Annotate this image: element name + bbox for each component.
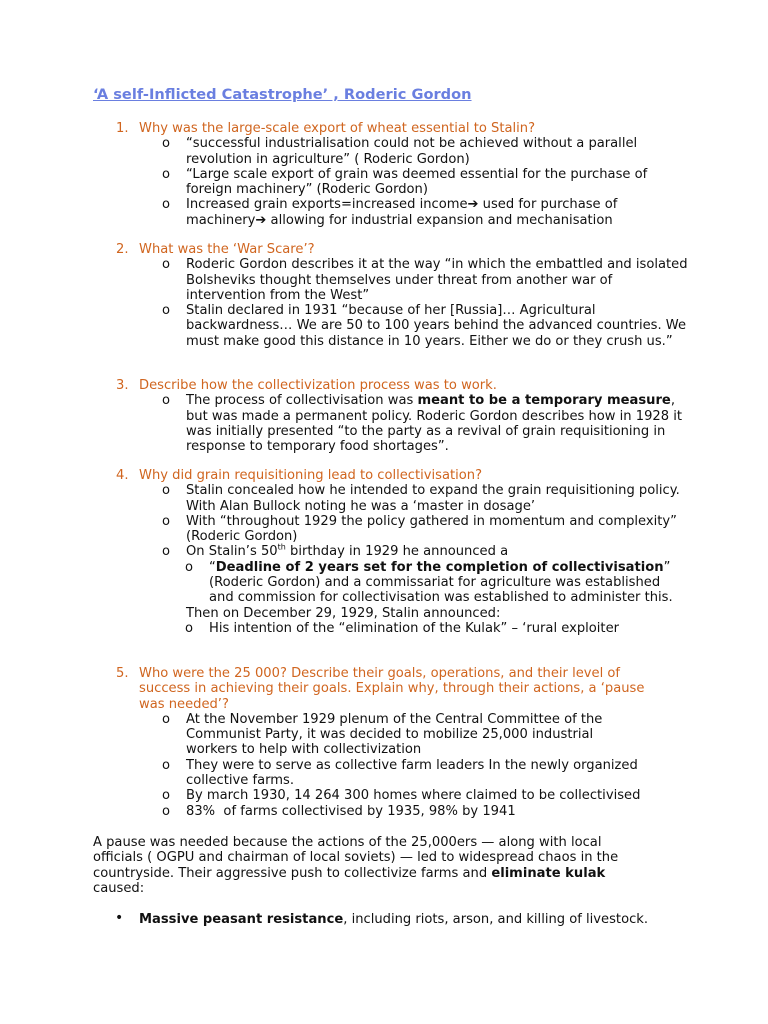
list-item [162, 543, 688, 560]
document-title: ‘A self-Inflicted Catastrophe’ , Roderic Gordon [93, 86, 472, 103]
list-item-text: Stalin declared in 1931 “because of her [Russia]… Agricultural backwardness… We are 50 to 100 years behind the advanced countries. We must make good this distance in 10 years. Either we do or they crush us.” [186, 303, 687, 349]
question-number: 3. [116, 378, 129, 393]
list-item-text: Stalin concealed how he intended to expand the grain requisitioning policy. With Alan Bullock noting he was a ‘master in dosage’ [186, 483, 680, 514]
superscript: th [277, 543, 286, 553]
list-item-text: ” (Roderic Gordon) and a commissariat for agriculture was established and commission for collectivisation was established to administer this. [209, 559, 673, 606]
question-4-block [0, 468, 768, 636]
bullet-marker: o [162, 513, 171, 529]
list-item-text: They were to serve as collective farm leaders In the newly organized collective farms. [186, 757, 638, 789]
question-text: Why was the large-scale export of wheat essential to Stalin? [139, 121, 536, 136]
question-2 [0, 242, 768, 257]
list-item [115, 910, 768, 927]
list-item-text: “successful industrialisation could not be achieved without a parallel revolution in agriculture” ( Roderic Gordon) [186, 136, 638, 167]
question-2-block [0, 242, 768, 349]
pause-paragraph [93, 835, 653, 896]
bullet-list [0, 912, 768, 927]
list-item [162, 803, 688, 819]
bullet-marker: o [162, 711, 171, 727]
bullet-marker: o [162, 788, 171, 804]
paragraph-text: caused: [93, 880, 145, 896]
question-number: 1. [116, 121, 129, 136]
paragraph-text: A pause was needed because the actions of the 25,000ers — along with local officials ( OGPU and chairman of local soviets) — led to widespread chaos in the countryside. Their aggressive push to collectivize farms and [93, 835, 619, 881]
list-item-text: “Large scale export of grain was deemed essential for the purchase of foreign machinery” (Roderic Gordon) [186, 166, 648, 198]
question-5 [0, 666, 768, 712]
emphasis-text: meant to be a temporary measure [417, 393, 671, 409]
list-item [162, 483, 688, 514]
bullet-marker: o [162, 197, 171, 213]
emphasis-text: Deadline of 2 years set for the completion of collectivisation [215, 559, 664, 575]
list-item [162, 303, 688, 349]
continuation-text: Then on December 29, 1929, Stalin announced: [186, 605, 501, 621]
list-item [162, 513, 688, 545]
question-3-block [0, 378, 768, 454]
bullet-marker: o [162, 257, 171, 273]
question-1-block [0, 121, 768, 228]
list-item [162, 757, 688, 789]
question-number: 5. [116, 666, 129, 681]
arrow-icon: ➔ [255, 212, 267, 228]
list-item-text: 83% of farms collectivised by 1935, 98% by 1941 [186, 803, 516, 819]
list-item-text: , but was made a permanent policy. Roderic Gordon describes how in 1928 it was initially presented “to the party as a revival of grain requisitioning in response to temporary food shortages”. [186, 393, 683, 455]
emphasis-text: Massive peasant resistance [139, 912, 344, 927]
arrow-icon: ➔ [467, 197, 479, 213]
emphasis-text: eliminate kulak [491, 865, 606, 881]
list-item-text: Increased grain exports=increased income [186, 197, 468, 213]
list-item [162, 393, 688, 455]
list-item [162, 136, 688, 167]
question-5-block [0, 666, 768, 819]
bullet-marker: o [162, 393, 171, 409]
sub-list-item [185, 559, 688, 606]
list-item-text: At the November 1929 plenum of the Central Committee of the Communist Party, it was decided to mobilize 25,000 industrial workers to help with collectivization [186, 711, 603, 758]
list-item-text: The process of collectivisation was [186, 393, 418, 409]
sub-list-item [185, 620, 688, 636]
list-item-text: “ [209, 559, 216, 575]
list-item-text: On Stalin’s 50 [186, 544, 278, 560]
bullet-marker: o [185, 620, 194, 636]
question-1 [0, 121, 768, 136]
list-item [162, 788, 688, 804]
list-item [162, 197, 688, 228]
bullet-marker: o [185, 559, 194, 575]
bullet-marker: • [115, 910, 124, 926]
bullet-marker: o [162, 166, 171, 182]
list-item-text: Roderic Gordon describes it at the way “in which the embattled and isolated Bolsheviks thought themselves under threat from another war of intervention from the West” [186, 257, 688, 303]
list-item-text: With “throughout 1929 the policy gathered in momentum and complexity” (Roderic Gordon) [186, 513, 677, 545]
question-text: Who were the 25 000? Describe their goals, operations, and their level of success in achieving their goals. Explain why, through their actions, a ‘pause was needed’? [139, 666, 645, 712]
bullet-marker: o [162, 803, 171, 819]
list-item-text: , including riots, arson, and killing of livestock. [343, 912, 649, 927]
list-item-text: allowing for industrial expansion and mechanisation [266, 212, 613, 228]
question-text: What was the ‘War Scare’? [139, 242, 315, 257]
list-item-text: By march 1930, 14 264 300 homes where claimed to be collectivised [186, 788, 641, 804]
bullet-marker: o [162, 136, 171, 152]
list-item-text: birthday in 1929 he announced a [285, 544, 509, 560]
question-number: 4. [116, 468, 129, 483]
list-item [162, 166, 688, 198]
question-text: Describe how the collectivization process was to work. [139, 378, 497, 393]
question-text: Why did grain requisitioning lead to collectivisation? [139, 468, 483, 483]
question-4 [0, 468, 768, 483]
list-item [162, 257, 688, 303]
bullet-marker: o [162, 544, 171, 560]
list-item-text: used for purchase of machinery [186, 197, 618, 228]
question-3 [0, 378, 768, 393]
bullet-marker: o [162, 483, 171, 499]
bullet-marker: o [162, 757, 171, 773]
bullet-marker: o [162, 303, 171, 319]
question-number: 2. [116, 242, 129, 257]
list-item-text: His intention of the “elimination of the Kulak” – ‘rural exploiter [209, 620, 620, 636]
list-item [162, 711, 648, 758]
